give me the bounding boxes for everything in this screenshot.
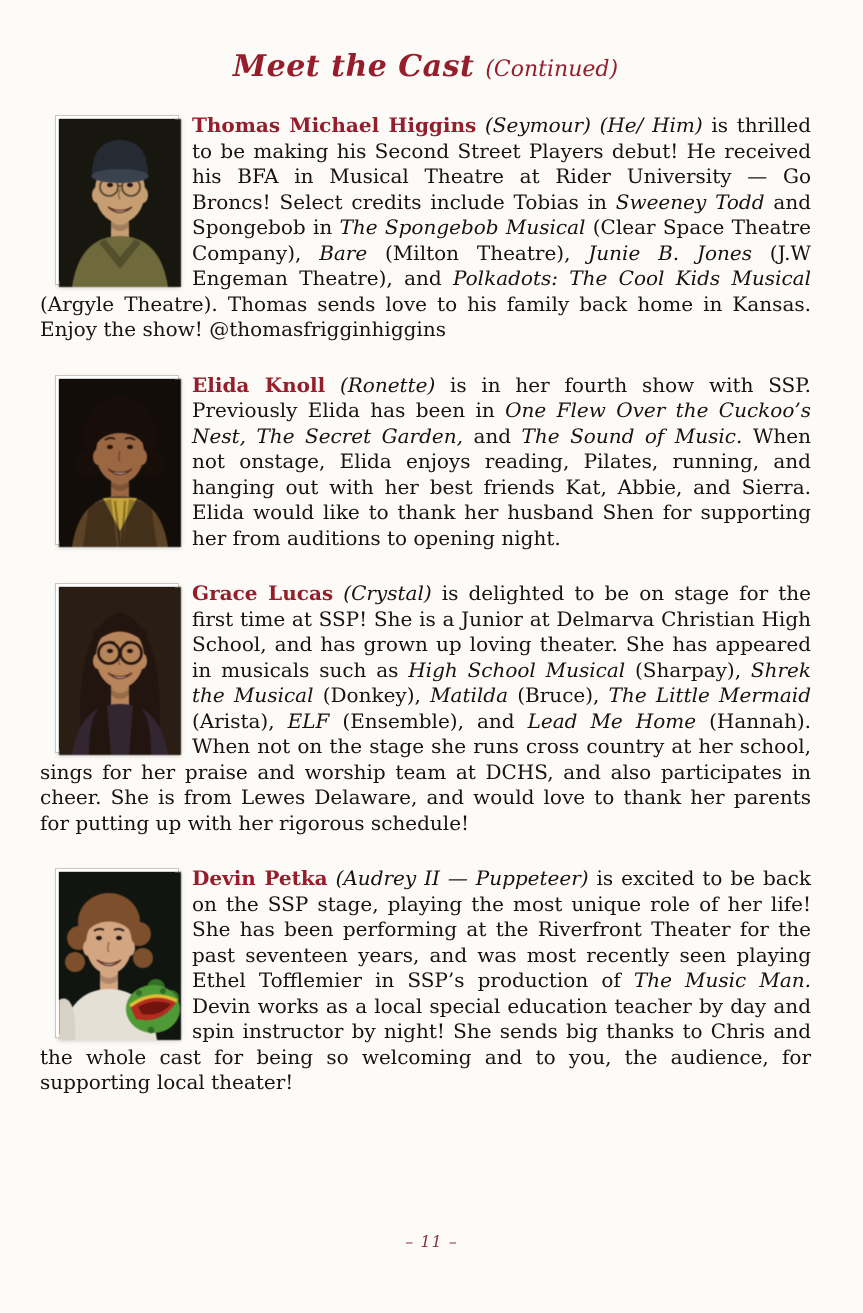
bio-text-segment: (Bruce), [508, 683, 609, 707]
bio-text-segment: (Hannah). When not on the stage she runs cross country at her school, sings for her praise and worship team at DCHS, and also participates in cheer. She is from Lewes Delaware, and would love to thank her parents for putting up with her rigorous schedule! [40, 708, 811, 835]
elida-knoll-headshot [56, 376, 178, 544]
grace-lucas-headshot-image [59, 587, 181, 755]
bio-text-segment: (J.W Engeman Theatre), and [192, 240, 811, 290]
bio-text-italic-segment: (Crystal) [343, 581, 432, 605]
bio-text-segment: (Arista), [192, 708, 288, 733]
bio-text-italic-segment: High School Musical [408, 657, 626, 682]
bio-text-italic-segment: (Audrey II — Puppeteer) [335, 866, 589, 890]
bio-text-segment: and [462, 423, 522, 448]
cast-bio [40, 373, 811, 552]
bio-text-segment: (Sharpay), [625, 657, 751, 682]
cast-bio [40, 866, 811, 1096]
bio-text-segment: (Clear Space Theatre Company), [192, 215, 812, 265]
cast-member-name: Grace Lucas [192, 581, 334, 605]
bio-text-italic-segment: (Ronette) [339, 372, 436, 397]
bio-text-italic-segment: Polkadots: The Cool Kids Musical [452, 266, 811, 290]
devin-petka-headshot [56, 869, 178, 1037]
thomas-michael-higgins-headshot [56, 116, 178, 284]
cast-member-name: Devin Petka [192, 866, 328, 890]
page-title [40, 48, 811, 89]
bio-text-segment: Devin works as a local special education teacher by day and spin instructor by night! She sends big thanks to Chris and the whole cast for being so welcoming and to you, the audience, for supporting local theater! [40, 993, 811, 1094]
bio-text-segment: (Ensemble), and [329, 708, 528, 733]
thomas-michael-higgins-headshot-image [59, 119, 181, 287]
bio-text-italic-segment: The Little Mermaid [608, 683, 811, 707]
devin-petka-headshot-image [59, 872, 181, 1040]
page-number: – 11 – [405, 1232, 458, 1251]
cast-bio [40, 581, 811, 836]
bio-text-segment: is thrilled to be making his Second Street Players debut! He received his BFA in Musical Theatre at Rider University — Go Broncs! Select credits include Tobias in [192, 113, 811, 214]
bio-text-segment: (Argyle Theatre). Thomas sends love to his family back home in Kansas. Enjoy the show! @thomasfrigginhiggins [40, 291, 811, 341]
bio-text-italic-segment: Shrek the Musical [192, 657, 811, 707]
page-title-continued: (Continued) [485, 57, 619, 82]
bio-text-segment: (Donkey), [313, 683, 431, 707]
page-title-text: Meet the Cast [232, 49, 475, 84]
bio-text-italic-segment: Matilda [430, 683, 509, 707]
bio-text-italic-segment: (Seymour) (He/ Him) [485, 113, 703, 137]
bio-text-segment: is delighted to be on stage for the first time at SSP! She is a Junior at Delmarva Christian High School, and has grown up loving theater. She has appeared in musicals such as [192, 581, 812, 682]
cast-member-name: Elida Knoll [192, 372, 326, 397]
bio-text-segment: is excited to be back on the SSP stage, playing the most unique role of her life! She has been performing at the Riverfront Theater for the past seventeen years, and was most recently seen playing Ethel Tofflemier in SSP’s production of [192, 866, 811, 992]
bio-text-segment: When not onstage, Elida enjoys reading, Pilates, running, and hanging out with her best friends Kat, Abbie, and Sierra. Elida would like to thank her husband Shen for supporting her from auditions to opening night. [192, 423, 811, 550]
bio-text-segment: and Spongebob in [192, 189, 811, 239]
bio-text-italic-segment: The Sound of Music. [521, 423, 743, 448]
bio-text-italic-segment: The Music Man. [633, 968, 811, 992]
bio-list [40, 113, 811, 1096]
cast-bio [40, 113, 811, 343]
bio-text-italic-segment: The Spongebob Musical [339, 215, 586, 239]
page-content [0, 48, 863, 1096]
bio-text-italic-segment: Bare [319, 240, 368, 265]
bio-text-segment: (Milton Theatre), [367, 240, 589, 265]
bio-text-italic-segment: Junie B. Jones [588, 240, 752, 265]
bio-text-italic-segment: Lead Me Home [527, 708, 697, 733]
bio-text-italic-segment: One Flew Over the Cuckoo’s Nest, The Secret Garden, [192, 398, 811, 448]
grace-lucas-headshot [56, 584, 178, 752]
bio-text-italic-segment: Sweeney Todd [615, 189, 765, 214]
bio-text-segment: is in her fourth show with SSP. Previously Elida has been in [192, 372, 812, 422]
cast-member-name: Thomas Michael Higgins [192, 113, 477, 137]
bio-text-italic-segment: ELF [287, 708, 330, 733]
elida-knoll-headshot-image [59, 379, 181, 547]
